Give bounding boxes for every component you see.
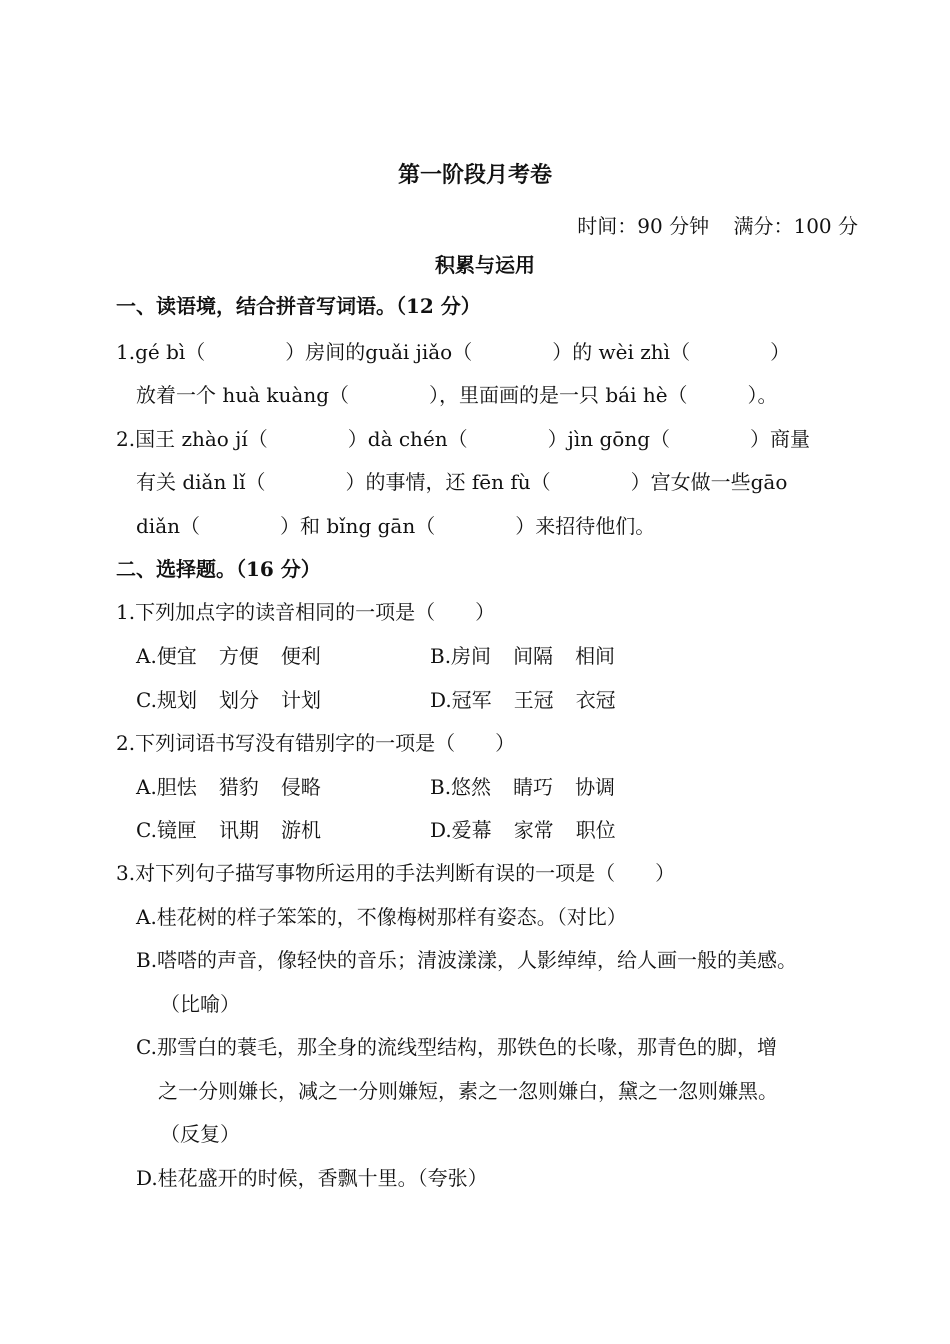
q3-option-d: D.桂花盛开的时候，香飘十里。（夸张） <box>136 1166 488 1190</box>
q2-option-d <box>430 814 616 843</box>
q1-option-b-word-1: B.房间 <box>430 644 492 668</box>
q2-option-d-word-3: 职位 <box>575 818 616 842</box>
q2-option-a <box>136 771 321 800</box>
q1-option-c-word-3: 计划 <box>280 688 321 712</box>
q3-option-b-line-2: （比喻） <box>160 992 240 1016</box>
q1-option-a <box>136 640 321 669</box>
q1-option-b-word-2: 间隔 <box>513 644 554 668</box>
q1-option-a-word-1: A.便宜 <box>136 644 197 668</box>
q3-option-b-line-1: B.嗒嗒的声音，像轻快的音乐；清波漾漾，人影绰绰，给人画一般的美感。 <box>136 948 798 972</box>
q2-option-b-word-2: 睛巧 <box>513 775 554 799</box>
q3-option-c-line-1: C.那雪白的蓑毛，那全身的流线型结构，那铁色的长喙，那青色的脚，增 <box>136 1035 777 1059</box>
section-1-heading: 一、读语境，结合拼音写词语。（12 分） <box>116 294 481 318</box>
q2-option-c-word-1: C.镜匣 <box>136 818 197 842</box>
q2-option-b-word-3: 协调 <box>575 775 616 799</box>
section-1-line-4: 有关 diǎn lǐ（ ）的事情，还 fēn fù（ ）宫女做一些gāo <box>136 470 788 494</box>
q1-option-c-word-1: C.规划 <box>136 688 197 712</box>
section-1-line-2: 放着一个 huà kuàng（ ），里面画的是一只 bái hè（ ）。 <box>136 383 778 407</box>
q2-option-c <box>136 814 321 843</box>
q1-option-b-word-3: 相间 <box>575 644 616 668</box>
exam-meta <box>577 210 858 239</box>
q1-option-c-word-2: 划分 <box>218 688 259 712</box>
q3-option-a: A.桂花树的样子笨笨的，不像梅树那样有姿态。（对比） <box>136 905 627 929</box>
q2-option-a-word-2: 猎豹 <box>218 775 259 799</box>
section-1-line-5: diǎn（ ）和 bǐng gān（ ）来招待他们。 <box>136 514 656 538</box>
q2-option-d-word-2: 家常 <box>513 818 554 842</box>
time-limit: 时间：90 分钟 <box>577 214 710 238</box>
q1-option-b <box>430 640 615 669</box>
section-2-heading: 二、选择题。（16 分） <box>116 557 321 581</box>
q2-option-c-word-2: 讯期 <box>218 818 259 842</box>
q2-option-a-word-1: A.胆怯 <box>136 775 197 799</box>
question-2-stem: 2.下列词语书写没有错别字的一项是（ ） <box>116 731 516 755</box>
q1-option-a-word-2: 方便 <box>218 644 259 668</box>
q2-option-b <box>430 771 615 800</box>
full-score: 满分：100 分 <box>733 214 858 238</box>
q3-option-c-line-3: （反复） <box>160 1122 240 1146</box>
q2-option-a-word-3: 侵略 <box>280 775 321 799</box>
q1-option-c <box>136 684 321 713</box>
q1-option-d-word-2: 王冠 <box>513 688 554 712</box>
question-1-stem: 1.下列加点字的读音相同的一项是（ ） <box>116 600 496 624</box>
q1-option-a-word-3: 便利 <box>280 644 321 668</box>
q1-option-d-word-1: D.冠军 <box>430 688 492 712</box>
question-3-stem: 3.对下列句子描写事物所运用的手法判断有误的一项是（ ） <box>116 861 676 885</box>
section-1-line-1: 1.gé bì（ ）房间的guǎi jiǎo（ ）的 wèi zhì（ ） <box>116 340 791 364</box>
section-1-line-3: 2.国王 zhào jí（ ）dà chén（ ）jìn gōng（ ）商量 <box>116 427 811 451</box>
q3-option-c-line-2: 之一分则嫌长，减之一分则嫌短，素之一忽则嫌白，黛之一忽则嫌黑。 <box>158 1079 778 1103</box>
part-subtitle: 积累与运用 <box>435 253 535 277</box>
q1-option-d-word-3: 衣冠 <box>575 688 616 712</box>
q2-option-c-word-3: 游机 <box>280 818 321 842</box>
page-title: 第一阶段月考卷 <box>397 162 552 188</box>
q2-option-d-word-1: D.爱幕 <box>430 818 492 842</box>
q2-option-b-word-1: B.悠然 <box>430 775 492 799</box>
q1-option-d <box>430 684 616 713</box>
